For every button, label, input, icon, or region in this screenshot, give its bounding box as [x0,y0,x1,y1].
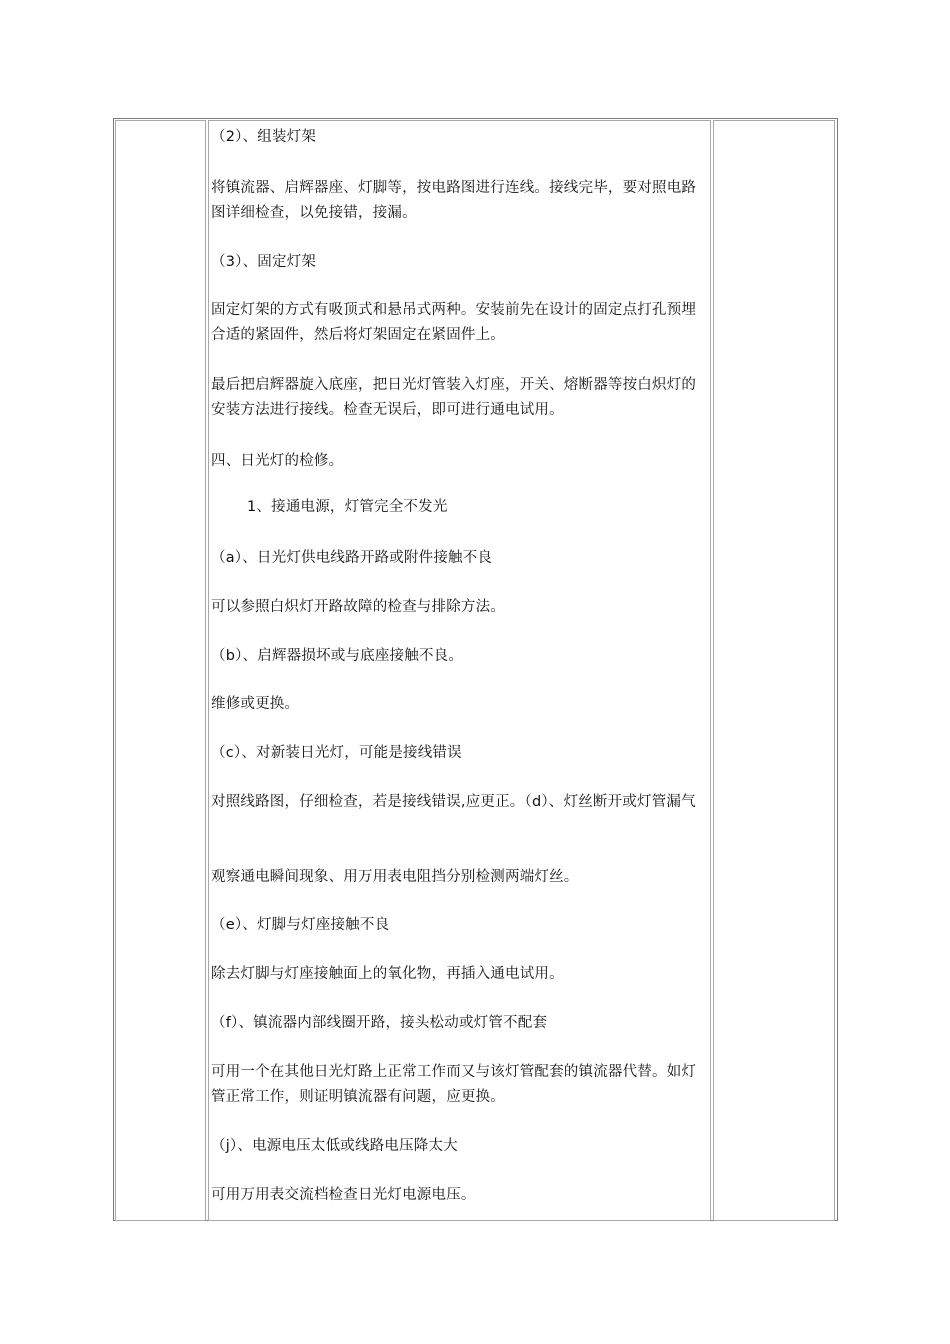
remedy-j: 可用万用表交流档检查日光灯电源电压。 [211,1187,476,1203]
left-column-cell [115,120,206,1221]
remedy-d: 观察通电瞬间现象、用万用表电阻挡分别检测两端灯丝。 [211,869,579,885]
cause-e: （e）、灯脚与灯座接触不良 [211,917,390,933]
cause-a: （a）、日光灯供电线路开路或附件接触不良 [211,550,493,566]
heading-fix-frame: （3）、固定灯架 [211,254,317,270]
cause-j: （j）、电源电压太低或线路电压降太大 [211,1138,458,1154]
remedy-f: 可用一个在其他日光灯路上正常工作而又与该灯管配套的镇流器代替。如灯管正常工作，则证明镇流器有问题，应更换。 [211,1064,697,1105]
heading-assemble-frame: （2）、组装灯架 [211,129,317,145]
document-table [113,118,838,1221]
cause-b: （b）、启辉器损坏或与底座接触不良。 [211,648,464,664]
section-heading-repair: 四、日光灯的检修。 [211,453,344,469]
remedy-b: 维修或更换。 [211,696,300,712]
remedy-c-cause-d: 对照线路图，仔细检查，若是接线错误,应更正。（d）、灯丝断开或灯管漏气 [211,794,696,810]
item-heading-no-light: 1、接通电源，灯管完全不发光 [247,499,448,515]
remedy-e: 除去灯脚与灯座接触面上的氧化物，再插入通电试用。 [211,966,564,982]
paragraph-wiring: 将镇流器、启辉器座、灯脚等，按电路图进行连线。接线完毕，要对照电路图详细检查，以免接错，接漏。 [211,180,697,221]
remedy-a: 可以参照白炽灯开路故障的检查与排除方法。 [211,599,505,615]
right-column-cell [713,120,835,1221]
paragraph-fix-methods: 固定灯架的方式有吸顶式和悬吊式两种。安装前先在设计的固定点打孔预埋合适的紧固件，然后将灯架固定在紧固件上。 [211,302,697,343]
main-content-cell [208,120,711,1221]
paragraph-final-install: 最后把启辉器旋入底座，把日光灯管装入灯座，开关、熔断器等按白炽灯的安装方法进行接线。检查无误后，即可进行通电试用。 [211,377,697,418]
cause-c: （c）、对新装日光灯，可能是接线错误 [211,745,462,761]
cause-f: （f）、镇流器内部线圈开路，接头松动或灯管不配套 [211,1015,548,1031]
